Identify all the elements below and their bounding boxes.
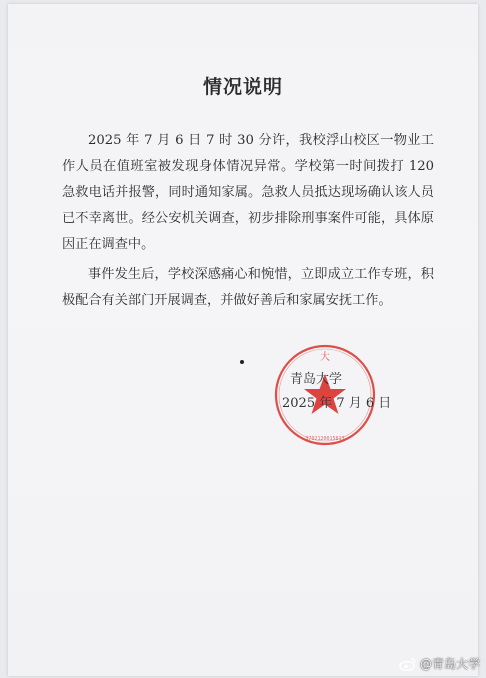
signer-name: 青岛大学 xyxy=(290,372,343,387)
watermark xyxy=(399,655,480,672)
document-title: 情况说明 xyxy=(202,76,283,98)
weibo-icon xyxy=(399,657,417,671)
paragraph-incident: 2025 年 7 月 6 日 7 时 30 分许，我校浮山校区一物业工作人员在值班室被发现身体情况异常。学校第一时间拨打 120 急救电话并报警，同时通知家属。急救人员抵达现场确认该人员已不幸离世。经公安机关调查，初步排除刑事案件可能，具体原因正在调查中。 xyxy=(62,133,434,252)
ink-dot xyxy=(240,360,244,364)
document-date: 2025 年 7 月 6 日 xyxy=(282,396,392,411)
svg-text:3702120015813: 3702120015813 xyxy=(305,436,345,442)
paragraph-response: 事件发生后，学校深感痛心和惋惜，立即成立工作专班，积极配合有关部门开展调查，并做好善后和家属安抚工作。 xyxy=(62,267,434,308)
svg-text:大: 大 xyxy=(320,352,330,363)
watermark-text: @青岛大学 xyxy=(419,657,480,671)
document-page xyxy=(8,4,478,676)
